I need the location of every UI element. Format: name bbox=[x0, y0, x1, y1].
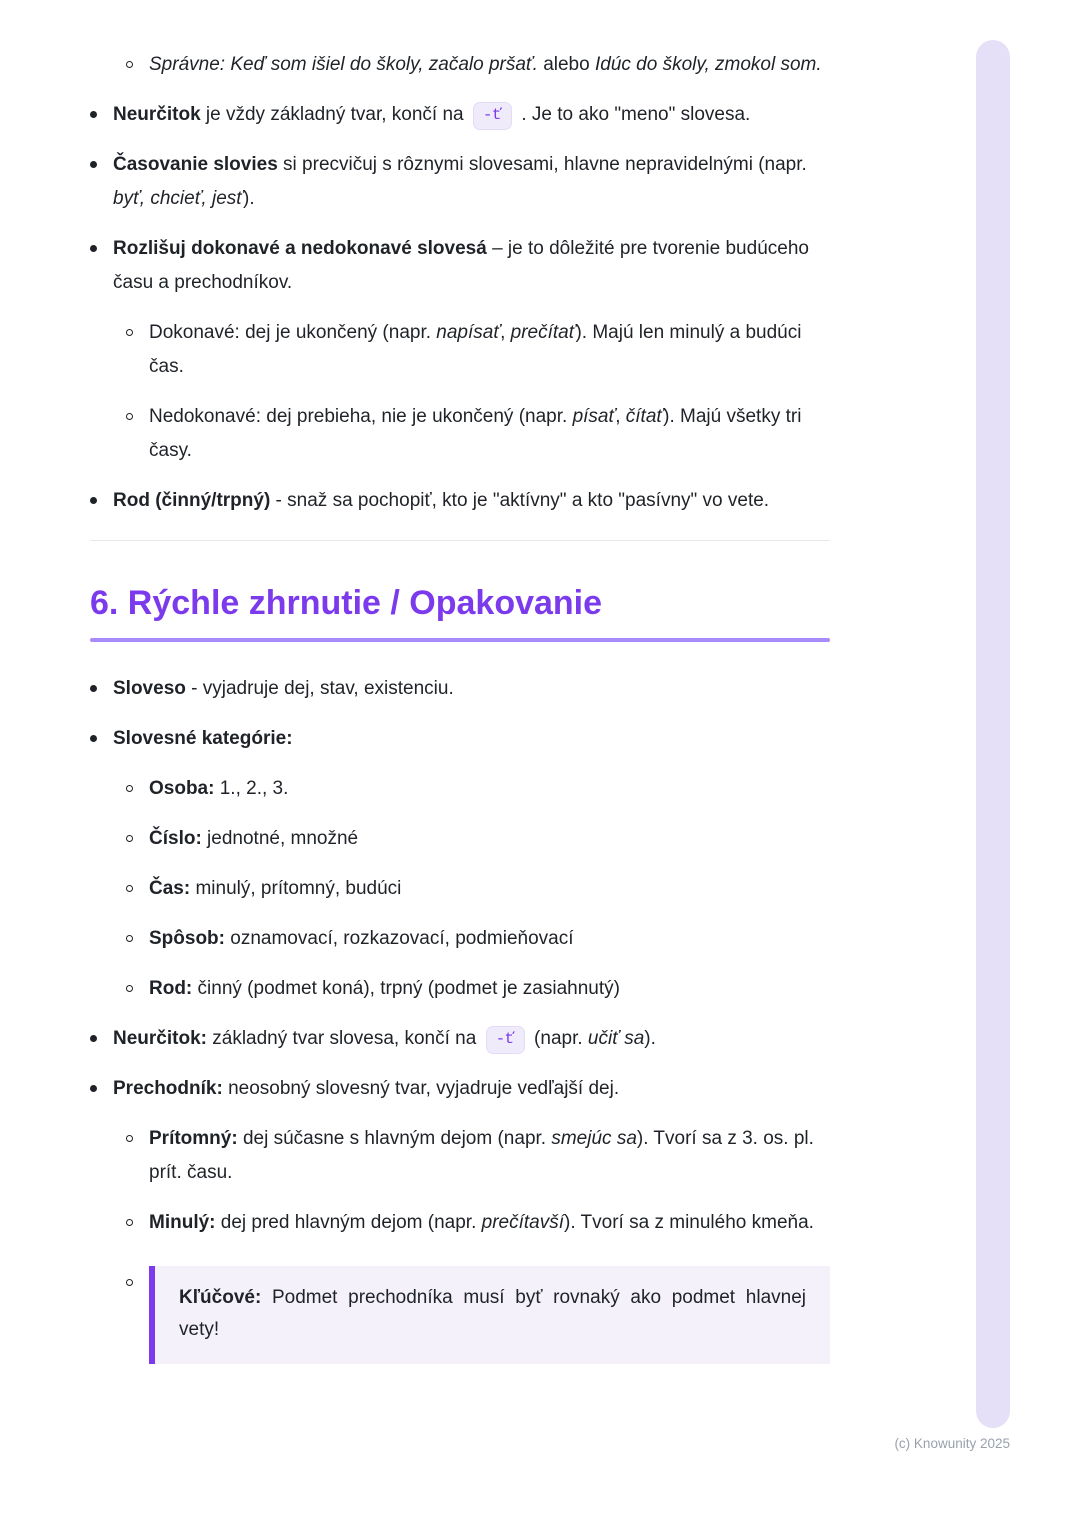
list-item-text bbox=[149, 1122, 830, 1190]
text-run: 1., 2., 3. bbox=[214, 777, 289, 799]
list-item bbox=[90, 722, 830, 756]
list-item-text bbox=[113, 98, 830, 132]
list-item-text bbox=[113, 1072, 830, 1106]
list-item-text bbox=[113, 232, 830, 300]
text-run: neosobný slovesný tvar, vyjadruje vedľajší dej. bbox=[222, 1077, 620, 1099]
circle-bullet-marker bbox=[126, 1135, 133, 1142]
list-item-text bbox=[149, 1206, 830, 1240]
italic-text: učiť sa bbox=[587, 1027, 645, 1049]
text-run: ). bbox=[644, 1027, 656, 1049]
list-item bbox=[126, 922, 830, 956]
text-run: , bbox=[500, 322, 511, 343]
bold-text: Slovesné kategórie: bbox=[113, 727, 293, 749]
text-run: ). Tvorí sa z minulého kmeňa. bbox=[564, 1211, 814, 1233]
circle-bullet-marker bbox=[126, 935, 133, 942]
italic-text: prečítať bbox=[510, 322, 576, 343]
text-run: činný (podmet koná), trpný (podmet je zasiahnutý) bbox=[192, 977, 620, 999]
list-item bbox=[126, 772, 830, 806]
list-item bbox=[126, 822, 830, 856]
text-run: alebo bbox=[537, 54, 595, 75]
circle-bullet-marker bbox=[126, 835, 133, 842]
list-item bbox=[126, 1206, 830, 1240]
text-run: . Je to ako "meno" slovesa. bbox=[516, 104, 751, 125]
list-item-text bbox=[149, 400, 830, 468]
list-item-text bbox=[113, 148, 830, 216]
disc-bullet-marker bbox=[90, 1035, 97, 1042]
circle-bullet-marker bbox=[126, 985, 133, 992]
list-item-text bbox=[149, 872, 830, 906]
text-run: základný tvar slovesa, končí na bbox=[206, 1027, 482, 1049]
text-run: , bbox=[615, 406, 626, 427]
list-item bbox=[90, 98, 830, 132]
bold-text: Prítomný: bbox=[149, 1127, 238, 1149]
text-run: Podmet prechodníka musí byť rovnaký ako podmet hlavnej vety! bbox=[179, 1286, 806, 1340]
circle-bullet-marker bbox=[126, 785, 133, 792]
list-item-text bbox=[113, 484, 830, 518]
text-run: Nedokonavé: dej prebieha, nie je ukončený (napr. bbox=[149, 406, 573, 427]
section-divider bbox=[90, 540, 830, 541]
text-run: ). bbox=[243, 188, 255, 209]
disc-bullet-marker bbox=[90, 111, 97, 118]
bold-text: Časovanie slovies bbox=[113, 154, 278, 175]
list-item-text bbox=[149, 822, 830, 856]
list-item bbox=[90, 1072, 830, 1106]
list-item bbox=[90, 672, 830, 706]
text-run: jednotné, množné bbox=[201, 827, 359, 849]
inline-code-chip: -ť bbox=[473, 102, 512, 130]
list-item-text bbox=[113, 1022, 830, 1056]
bold-text: Čas: bbox=[149, 877, 191, 899]
disc-bullet-marker bbox=[90, 685, 97, 692]
italic-text: napísať bbox=[436, 322, 501, 343]
italic-text: byť, chcieť, jesť bbox=[113, 188, 244, 209]
list-item bbox=[126, 316, 830, 384]
inline-code-chip: -ť bbox=[486, 1026, 525, 1054]
bold-text: Neurčitok: bbox=[113, 1027, 207, 1049]
key-callout bbox=[149, 1266, 830, 1364]
text-run: dej pred hlavným dejom (napr. bbox=[215, 1211, 482, 1233]
circle-bullet-marker bbox=[126, 1279, 133, 1286]
circle-bullet-marker bbox=[126, 329, 133, 336]
text-run: – je to dôležité pre tvorenie budúceho času a prechodníkov. bbox=[113, 238, 809, 293]
italic-text: Idúc do školy, zmokol som. bbox=[594, 54, 822, 75]
list-item-text bbox=[149, 48, 830, 82]
italic-text: písať bbox=[572, 406, 616, 427]
text-run: je vždy základný tvar, končí na bbox=[200, 104, 469, 125]
text-run: minulý, prítomný, budúci bbox=[190, 877, 402, 899]
list-item-text bbox=[113, 722, 830, 756]
text-run: - vyjadruje dej, stav, existenciu. bbox=[185, 677, 454, 699]
summary-list bbox=[90, 672, 830, 1364]
bold-text: Rod: bbox=[149, 977, 193, 999]
circle-bullet-marker bbox=[126, 1219, 133, 1226]
bold-text: Kľúčové: bbox=[179, 1286, 262, 1308]
list-item bbox=[126, 48, 830, 82]
italic-text: Správne: Keď som išiel do školy, začalo pršať. bbox=[149, 54, 538, 75]
copyright-footer: (c) Knowunity 2025 bbox=[894, 1436, 1010, 1451]
text-run: ). Tvorí sa z 3. os. pl. prít. času. bbox=[149, 1127, 814, 1183]
disc-bullet-marker bbox=[90, 161, 97, 168]
text-run: - snaž sa pochopiť, kto je "aktívny" a kto "pasívny" vo vete. bbox=[270, 490, 770, 511]
scrollbar[interactable] bbox=[976, 40, 1010, 1428]
list-item bbox=[126, 872, 830, 906]
list-item-text bbox=[113, 672, 830, 706]
italic-text: smejúc sa bbox=[551, 1127, 637, 1149]
list-item-text bbox=[149, 972, 830, 1006]
list-item-text bbox=[149, 772, 830, 806]
text-run: dej súčasne s hlavným dejom (napr. bbox=[237, 1127, 552, 1149]
italic-text: prečítavší bbox=[481, 1211, 565, 1233]
disc-bullet-marker bbox=[90, 497, 97, 504]
bold-text: Sloveso bbox=[113, 677, 186, 699]
circle-bullet-marker bbox=[126, 61, 133, 68]
disc-bullet-marker bbox=[90, 1085, 97, 1092]
list-item-text bbox=[149, 922, 830, 956]
circle-bullet-marker bbox=[126, 413, 133, 420]
list-item bbox=[90, 232, 830, 300]
disc-bullet-marker bbox=[90, 735, 97, 742]
text-run: oznamovací, rozkazovací, podmieňovací bbox=[225, 927, 574, 949]
list-item bbox=[126, 400, 830, 468]
text-run: ). Majú len minulý a budúci čas. bbox=[149, 322, 802, 377]
circle-bullet-marker bbox=[126, 885, 133, 892]
text-run: Dokonavé: dej je ukončený (napr. bbox=[149, 322, 437, 343]
disc-bullet-marker bbox=[90, 245, 97, 252]
list-item bbox=[90, 1022, 830, 1056]
section-title-underline bbox=[90, 638, 830, 642]
bold-text: Prechodník: bbox=[113, 1077, 223, 1099]
section-title: 6. Rýchle zhrnutie / Opakovanie bbox=[90, 584, 603, 622]
italic-text: čítať bbox=[625, 406, 664, 427]
bold-text: Spôsob: bbox=[149, 927, 225, 949]
notes-content bbox=[90, 48, 830, 1380]
text-run: si precvičuj s rôznymi slovesami, hlavne nepravidelnými (napr. bbox=[277, 154, 807, 175]
text-run: ). Majú všetky tri časy. bbox=[149, 406, 802, 461]
list-item bbox=[126, 972, 830, 1006]
bold-text: Rozlišuj dokonavé a nedokonavé slovesá bbox=[113, 238, 487, 259]
bold-text: Osoba: bbox=[149, 777, 215, 799]
text-run: (napr. bbox=[528, 1027, 588, 1049]
intro-list bbox=[90, 48, 830, 518]
list-item bbox=[126, 1122, 830, 1190]
list-item bbox=[90, 484, 830, 518]
list-item bbox=[90, 148, 830, 216]
bold-text: Minulý: bbox=[149, 1211, 216, 1233]
bold-text: Rod (činný/trpný) bbox=[113, 490, 271, 511]
list-item-text bbox=[149, 316, 830, 384]
bold-text: Číslo: bbox=[149, 827, 202, 849]
callout-list-item bbox=[126, 1266, 830, 1364]
bold-text: Neurčitok bbox=[113, 104, 201, 125]
